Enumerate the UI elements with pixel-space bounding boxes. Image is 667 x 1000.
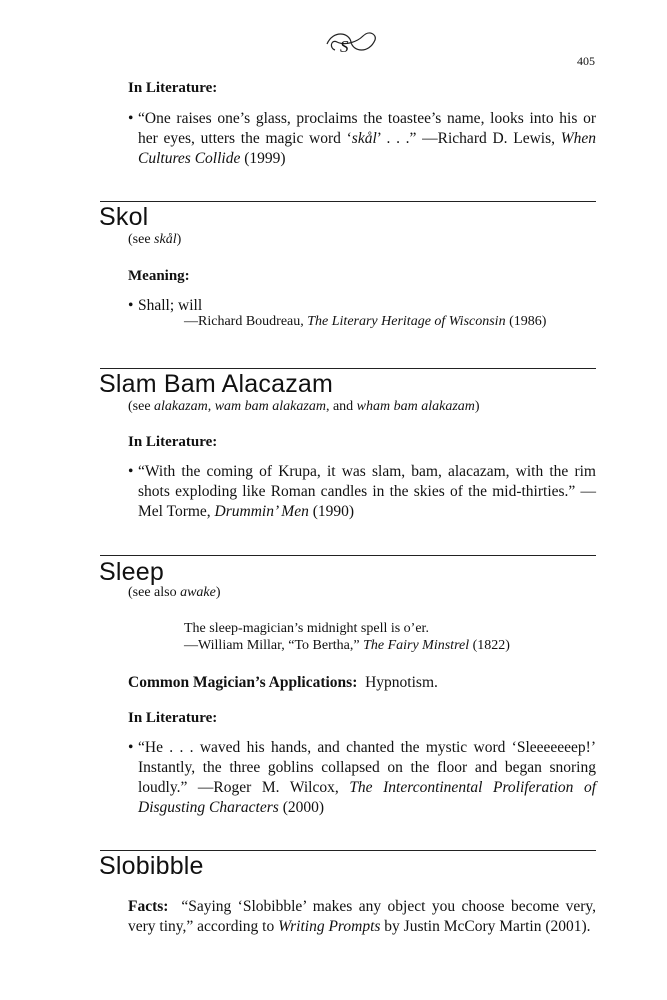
- meaning-label: Meaning:: [128, 268, 190, 284]
- quote-italic-term: skål: [351, 130, 377, 147]
- citation-year: (1822): [469, 638, 510, 653]
- book-title: When Cultures Collide: [138, 130, 597, 167]
- see-reference: [128, 399, 480, 415]
- see-suffix: ): [474, 399, 480, 414]
- entry-title-slam-bam-alacazam: Slam Bam Alacazam: [99, 370, 334, 398]
- bullet: •: [128, 463, 134, 480]
- see-term: skål: [154, 232, 177, 247]
- see-prefix: (see: [128, 399, 155, 414]
- see-separator: ,: [207, 399, 215, 414]
- see-suffix: ): [176, 232, 182, 247]
- section-divider: [100, 201, 596, 202]
- book-title: Drummin’ Men: [214, 503, 309, 520]
- entry-title-slobibble: Slobibble: [99, 852, 204, 880]
- facts-paragraph: [128, 897, 596, 937]
- section-divider: [100, 555, 596, 556]
- book-year: (1999): [240, 150, 286, 167]
- applications-line: [128, 673, 438, 693]
- in-literature-label: In Literature:: [128, 710, 218, 726]
- citation-title: The Fairy Minstrel: [363, 638, 470, 653]
- see-term: awake: [180, 585, 216, 600]
- see-suffix: ): [215, 585, 221, 600]
- bullet: •: [128, 739, 134, 756]
- entry-title-skol: Skol: [99, 203, 149, 231]
- bullet: •: [128, 297, 134, 314]
- citation-author: —Richard Boudreau,: [184, 314, 308, 329]
- meaning-item: [128, 296, 596, 316]
- book-year: (1990): [308, 503, 355, 520]
- page-number: 405: [577, 54, 595, 68]
- see-term: wam bam alakazam: [214, 399, 326, 414]
- applications-value: Hypnotism.: [365, 674, 438, 691]
- book-title: The Intercontinental Proliferation of Disgusting Characters: [138, 779, 597, 816]
- book-title: Writing Prompts: [278, 918, 381, 935]
- citation-year: (1986): [505, 314, 547, 329]
- facts-label: Facts:: [128, 898, 169, 915]
- quote-text: “He . . . waved his hands, and chanted the mystic word ‘Sleeeeeeep!’ Instantly, the three goblins collapsed on the floor and began snoring loudly.” —Roger M. Wilcox,: [138, 739, 596, 796]
- verse-quote: The sleep-magician’s midnight spell is o’er.: [184, 621, 429, 636]
- meaning-citation: [184, 314, 546, 330]
- entry-title-sleep: Sleep: [99, 558, 164, 586]
- book-year: (2000): [278, 799, 325, 816]
- section-divider: [100, 850, 596, 851]
- facts-text: “Saying ‘Slobibble’ makes any object you choose become very, very tiny,” according to: [128, 898, 596, 935]
- quote-text: “One raises one’s glass, proclaims the toastee’s name, looks into his or her eyes, utters the magic word ‘: [138, 110, 596, 147]
- top-in-literature-label: In Literature:: [128, 80, 218, 96]
- bullet: •: [128, 110, 134, 127]
- citation-author: —William Millar, “To Bertha,”: [184, 638, 364, 653]
- see-prefix: (see: [128, 232, 155, 247]
- section-divider: [100, 368, 596, 369]
- literature-quote: [128, 462, 596, 522]
- quote-rest: ’ . . .” —Richard D. Lewis,: [376, 130, 561, 147]
- in-literature-label: In Literature:: [128, 434, 218, 450]
- verse-citation: [184, 638, 510, 654]
- top-literature-quote: [128, 109, 596, 169]
- quote-text: “With the coming of Krupa, it was slam, bam, alacazam, with the rim shots exploding like Roman candles in the skies of the mid-thirties.” —Mel Torme,: [138, 463, 596, 520]
- see-term: wham bam alakazam: [356, 399, 475, 414]
- see-reference: [128, 232, 181, 248]
- meaning-text: Shall; will: [138, 297, 203, 314]
- see-prefix: (see also: [128, 585, 181, 600]
- facts-rest: by Justin McCory Martin (2001).: [380, 918, 591, 935]
- citation-title: The Literary Heritage of Wisconsin: [307, 314, 506, 329]
- literature-quote: [128, 738, 596, 818]
- see-reference: [128, 585, 221, 601]
- flourish-ornament-icon: [323, 24, 379, 60]
- see-term: alakazam: [154, 399, 208, 414]
- applications-label: Common Magician’s Applications:: [128, 674, 358, 691]
- see-separator: , and: [325, 399, 357, 414]
- ornament-letter: S: [340, 37, 349, 56]
